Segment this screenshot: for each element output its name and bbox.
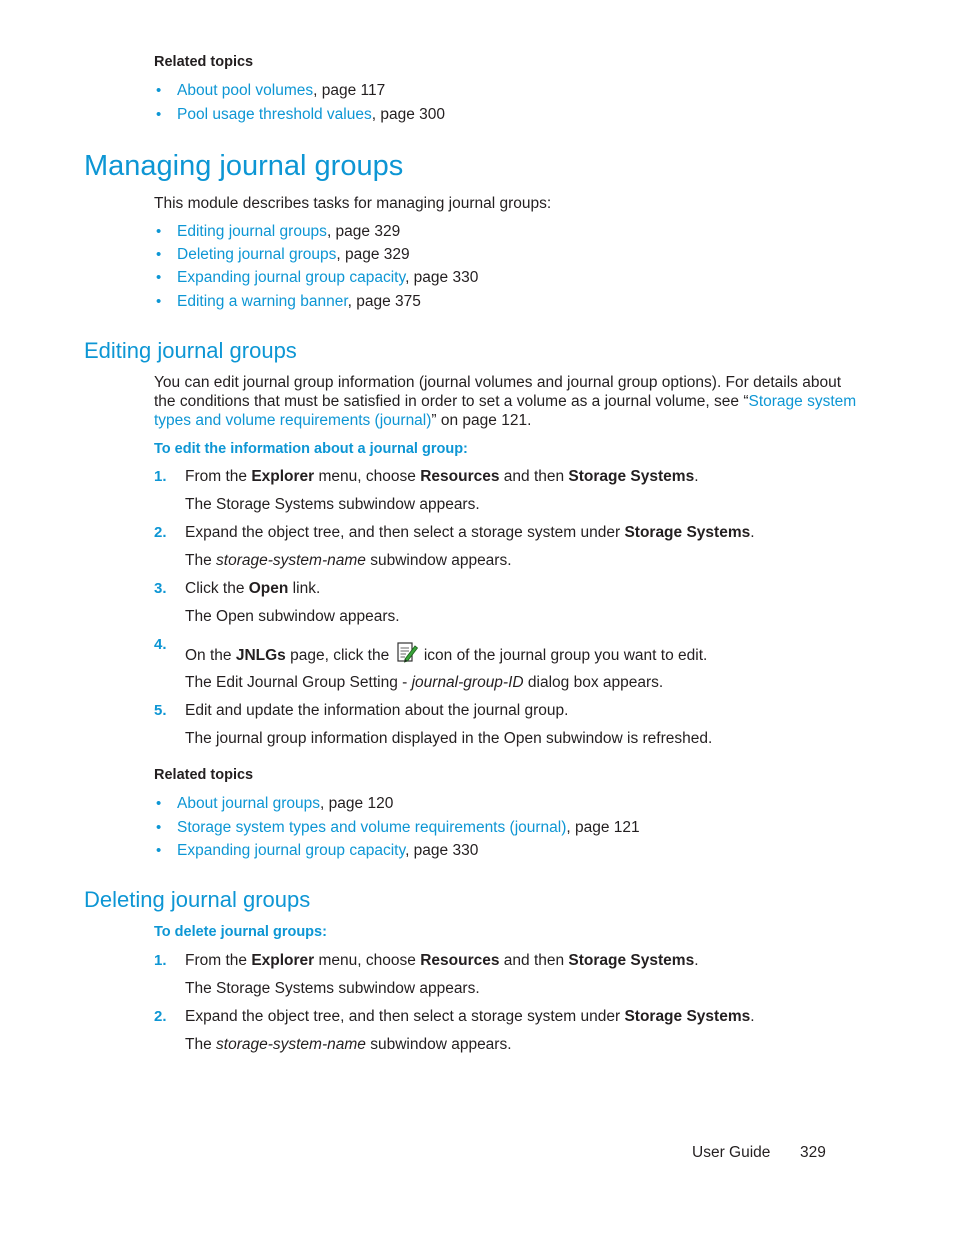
footer-label: User Guide: [692, 1144, 771, 1161]
step-text: Expand the object tree, and then select a storage system under Storage Systems.: [185, 524, 755, 541]
bullet: •: [156, 82, 162, 99]
step-number: 2.: [154, 1008, 167, 1025]
section-title-deleting: Deleting journal groups: [84, 887, 311, 912]
bullet: •: [156, 246, 162, 263]
step-result: The Open subwindow appears.: [185, 608, 400, 625]
procedure-heading-edit: To edit the information about a journal group:: [154, 441, 468, 457]
link-editing-journal-groups[interactable]: Editing journal groups: [177, 223, 327, 240]
step-text: Expand the object tree, and then select a storage system under Storage Systems.: [185, 1008, 755, 1025]
step-number: 1.: [154, 468, 167, 485]
link-storage-system-types-cont[interactable]: types and volume requirements (journal): [154, 412, 432, 429]
step-text: On the JNLGs page, click the icon of the journal group you want to edit.: [185, 640, 707, 665]
editing-para-line-2: the conditions that must be satisfied in order to set a volume as a journal volume, see “Storage system: [154, 393, 857, 410]
procedure-heading-delete: To delete journal groups:: [154, 924, 327, 940]
edit-icon: [396, 640, 418, 664]
section-title-editing: Editing journal groups: [84, 338, 297, 363]
list-item: About pool volumes, page 117: [177, 82, 386, 99]
step-text: Click the Open link.: [185, 580, 321, 597]
editing-para-line-3: types and volume requirements (journal)” on page 121.: [154, 412, 532, 429]
step-result: The Storage Systems subwindow appears.: [185, 496, 480, 513]
list-item: Expanding journal group capacity, page 330: [177, 842, 479, 859]
bullet: •: [156, 223, 162, 240]
list-item: Editing journal groups, page 329: [177, 223, 401, 240]
link-about-pool-volumes[interactable]: About pool volumes: [177, 82, 314, 99]
step-text: From the Explorer menu, choose Resources and then Storage Systems.: [185, 468, 699, 485]
list-item: Pool usage threshold values, page 300: [177, 106, 446, 123]
link-expanding-capacity[interactable]: Expanding journal group capacity: [177, 269, 406, 286]
link-about-journal-groups[interactable]: About journal groups: [177, 795, 321, 812]
step-result: The journal group information displayed in the Open subwindow is refreshed.: [185, 730, 713, 747]
list-item: About journal groups, page 120: [177, 795, 394, 812]
bullet: •: [156, 795, 162, 812]
step-number: 4.: [154, 636, 167, 653]
step-result: The storage-system-name subwindow appears.: [185, 1036, 512, 1053]
editing-para-line-1: You can edit journal group information (journal volumes and journal group options). For details about: [154, 374, 842, 391]
step-result: The storage-system-name subwindow appears.: [185, 552, 512, 569]
related-topics-heading: Related topics: [154, 767, 254, 783]
bullet: •: [156, 842, 162, 859]
link-storage-system-types[interactable]: Storage system: [748, 393, 857, 410]
step-number: 5.: [154, 702, 167, 719]
bullet: •: [156, 106, 162, 123]
step-text: From the Explorer menu, choose Resources and then Storage Systems.: [185, 952, 699, 969]
bullet: •: [156, 293, 162, 310]
page-title: Managing journal groups: [84, 150, 404, 182]
list-item: Deleting journal groups, page 329: [177, 246, 410, 263]
link-storage-system-types-journal[interactable]: Storage system types and volume requirements (journal): [177, 819, 567, 836]
related-topics-heading: Related topics: [154, 54, 254, 70]
link-deleting-journal-groups[interactable]: Deleting journal groups: [177, 246, 337, 263]
step-text: Edit and update the information about the journal group.: [185, 702, 569, 719]
page-number: 329: [800, 1144, 826, 1161]
step-result: The Storage Systems subwindow appears.: [185, 980, 480, 997]
step-number: 2.: [154, 524, 167, 541]
list-item: Editing a warning banner, page 375: [177, 293, 421, 310]
step-number: 3.: [154, 580, 167, 597]
link-editing-warning-banner[interactable]: Editing a warning banner: [177, 293, 348, 310]
step-number: 1.: [154, 952, 167, 969]
bullet: •: [156, 269, 162, 286]
bullet: •: [156, 819, 162, 836]
link-pool-usage-threshold[interactable]: Pool usage threshold values: [177, 106, 372, 123]
intro-text: This module describes tasks for managing journal groups:: [154, 195, 552, 212]
step-result: The Edit Journal Group Setting - journal-group-ID dialog box appears.: [185, 674, 664, 691]
list-item: Storage system types and volume requirements (journal), page 121: [177, 819, 640, 836]
list-item: Expanding journal group capacity, page 330: [177, 269, 479, 286]
link-expanding-capacity-2[interactable]: Expanding journal group capacity: [177, 842, 406, 859]
